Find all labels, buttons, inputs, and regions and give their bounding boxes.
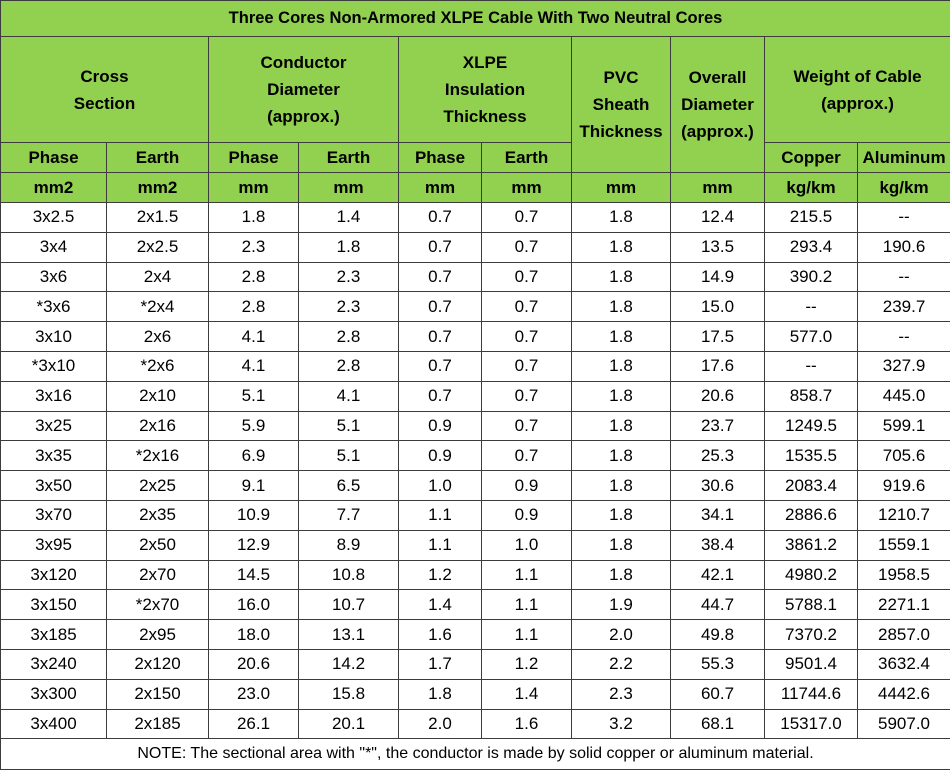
table-cell: 2083.4	[765, 471, 858, 501]
table-cell: 2271.1	[858, 590, 950, 620]
table-cell: 327.9	[858, 351, 950, 381]
table-row	[1, 381, 950, 411]
table-cell: --	[765, 351, 858, 381]
table-cell: 3x95	[1, 530, 107, 560]
table-cell: 3x400	[1, 709, 107, 739]
table-row	[1, 679, 950, 709]
table-cell: 20.6	[209, 649, 299, 679]
table-cell: 20.6	[671, 381, 765, 411]
table-cell: 3x35	[1, 441, 107, 471]
table-cell: 390.2	[765, 262, 858, 292]
table-cell: 3x70	[1, 500, 107, 530]
table-row	[1, 351, 950, 381]
table-cell: 5907.0	[858, 709, 950, 739]
table-cell: 1.8	[572, 530, 671, 560]
table-cell: 1.8	[572, 292, 671, 322]
table-cell: 2857.0	[858, 620, 950, 650]
table-cell: 3x185	[1, 620, 107, 650]
table-cell: *2x6	[107, 351, 209, 381]
unit-pvc: mm	[572, 173, 671, 203]
header-xlpe-insulation: XLPE Insulation Thickness	[399, 37, 572, 143]
table-cell: 4.1	[209, 351, 299, 381]
table-cell: 14.9	[671, 262, 765, 292]
header-ins-phase: Phase	[399, 143, 482, 173]
table-cell: 14.5	[209, 560, 299, 590]
unit-cond-earth: mm	[299, 173, 399, 203]
table-cell: 2x150	[107, 679, 209, 709]
header-overall-diameter: Overall Diameter (approx.)	[671, 37, 765, 173]
table-cell: 10.9	[209, 500, 299, 530]
table-body	[1, 203, 950, 739]
table-cell: 1.8	[572, 322, 671, 352]
table-cell: 1.8	[572, 381, 671, 411]
table-cell: --	[858, 203, 950, 233]
unit-cond-phase: mm	[209, 173, 299, 203]
table-row	[1, 203, 950, 233]
table-cell: 1559.1	[858, 530, 950, 560]
table-cell: 2x1.5	[107, 203, 209, 233]
table-cell: 3x150	[1, 590, 107, 620]
table-cell: 1.6	[482, 709, 572, 739]
table-cell: 2x50	[107, 530, 209, 560]
table-row	[1, 441, 950, 471]
table-cell: 12.4	[671, 203, 765, 233]
table-cell: 0.7	[399, 262, 482, 292]
table-cell: 1.8	[572, 500, 671, 530]
table-cell: 0.9	[482, 500, 572, 530]
unit-cross-earth: mm2	[107, 173, 209, 203]
table-cell: 0.7	[482, 262, 572, 292]
table-cell: 5.1	[299, 411, 399, 441]
unit-ins-earth: mm	[482, 173, 572, 203]
table-cell: 2.3	[299, 292, 399, 322]
table-cell: 3x50	[1, 471, 107, 501]
table-cell: 38.4	[671, 530, 765, 560]
table-cell: 2x35	[107, 500, 209, 530]
table-row	[1, 232, 950, 262]
table-cell: 34.1	[671, 500, 765, 530]
table-cell: 2.3	[209, 232, 299, 262]
table-cell: 18.0	[209, 620, 299, 650]
table-cell: 60.7	[671, 679, 765, 709]
table-cell: 2x10	[107, 381, 209, 411]
table-cell: 1.8	[399, 679, 482, 709]
table-title: Three Cores Non-Armored XLPE Cable With Two Neutral Cores	[1, 1, 950, 37]
table-cell: 4.1	[209, 322, 299, 352]
table-cell: 293.4	[765, 232, 858, 262]
table-cell: 0.9	[399, 411, 482, 441]
table-cell: 0.7	[399, 322, 482, 352]
table-cell: 3.2	[572, 709, 671, 739]
table-cell: 16.0	[209, 590, 299, 620]
header-conductor-diameter: Conductor Diameter (approx.)	[209, 37, 399, 143]
table-cell: *3x6	[1, 292, 107, 322]
table-cell: 1.0	[399, 471, 482, 501]
table-cell: 1.1	[482, 560, 572, 590]
table-row	[1, 262, 950, 292]
table-cell: 1.8	[209, 203, 299, 233]
table-row	[1, 411, 950, 441]
table-cell: 4442.6	[858, 679, 950, 709]
table-cell: 5.1	[299, 441, 399, 471]
table-cell: 2.3	[572, 679, 671, 709]
table-cell: 1.8	[572, 411, 671, 441]
table-cell: 3x10	[1, 322, 107, 352]
table-cell: 1.8	[572, 441, 671, 471]
table-cell: 1249.5	[765, 411, 858, 441]
table-row	[1, 471, 950, 501]
table-cell: --	[858, 262, 950, 292]
table-cell: 0.7	[399, 292, 482, 322]
table-cell: 14.2	[299, 649, 399, 679]
table-cell: 919.6	[858, 471, 950, 501]
table-cell: 7370.2	[765, 620, 858, 650]
table-cell: 13.1	[299, 620, 399, 650]
header-cross-phase: Phase	[1, 143, 107, 173]
table-cell: 0.7	[399, 381, 482, 411]
table-cell: 1.8	[572, 560, 671, 590]
table-cell: --	[858, 322, 950, 352]
table-cell: 17.6	[671, 351, 765, 381]
table-cell: 7.7	[299, 500, 399, 530]
table-cell: 2.8	[299, 322, 399, 352]
table-cell: 1.2	[399, 560, 482, 590]
table-cell: 23.0	[209, 679, 299, 709]
unit-copper: kg/km	[765, 173, 858, 203]
table-cell: *3x10	[1, 351, 107, 381]
table-cell: 20.1	[299, 709, 399, 739]
table-row	[1, 709, 950, 739]
table-cell: *2x16	[107, 441, 209, 471]
table-cell: 1.2	[482, 649, 572, 679]
table-cell: 1.0	[482, 530, 572, 560]
unit-overall: mm	[671, 173, 765, 203]
table-cell: 1210.7	[858, 500, 950, 530]
table-row	[1, 560, 950, 590]
table-cell: 1.8	[572, 203, 671, 233]
table-cell: 9.1	[209, 471, 299, 501]
table-cell: 2x25	[107, 471, 209, 501]
table-row	[1, 322, 950, 352]
table-cell: 1.8	[572, 232, 671, 262]
table-cell: 1.1	[399, 500, 482, 530]
table-cell: 0.7	[399, 351, 482, 381]
table-cell: 3x300	[1, 679, 107, 709]
table-cell: 2.8	[209, 262, 299, 292]
table-cell: 17.5	[671, 322, 765, 352]
table-cell: 15.0	[671, 292, 765, 322]
table-cell: 25.3	[671, 441, 765, 471]
table-cell: 577.0	[765, 322, 858, 352]
table-cell: 4980.2	[765, 560, 858, 590]
table-cell: 215.5	[765, 203, 858, 233]
table-cell: 2x16	[107, 411, 209, 441]
table-cell: 2.8	[209, 292, 299, 322]
table-cell: 0.9	[399, 441, 482, 471]
header-pvc-sheath: PVC Sheath Thickness	[572, 37, 671, 173]
table-cell: 3632.4	[858, 649, 950, 679]
table-cell: 1.7	[399, 649, 482, 679]
table-cell: 2.8	[299, 351, 399, 381]
table-cell: 3x2.5	[1, 203, 107, 233]
table-cell: 12.9	[209, 530, 299, 560]
table-cell: 1.8	[572, 262, 671, 292]
table-cell: 3x6	[1, 262, 107, 292]
header-cross-section: Cross Section	[1, 37, 209, 143]
table-cell: 599.1	[858, 411, 950, 441]
table-cell: 2x6	[107, 322, 209, 352]
table-cell: 55.3	[671, 649, 765, 679]
table-cell: 1.6	[399, 620, 482, 650]
table-cell: 2886.6	[765, 500, 858, 530]
table-cell: 0.7	[482, 441, 572, 471]
table-cell: 705.6	[858, 441, 950, 471]
table-row	[1, 530, 950, 560]
table-cell: 42.1	[671, 560, 765, 590]
table-cell: 15.8	[299, 679, 399, 709]
table-cell: 10.8	[299, 560, 399, 590]
header-cond-phase: Phase	[209, 143, 299, 173]
table-cell: 0.9	[482, 471, 572, 501]
table-cell: 1.8	[572, 471, 671, 501]
table-cell: --	[765, 292, 858, 322]
table-cell: 6.9	[209, 441, 299, 471]
table-cell: 0.7	[482, 322, 572, 352]
table-cell: 2x120	[107, 649, 209, 679]
table-cell: 3x240	[1, 649, 107, 679]
table-cell: 1.4	[399, 590, 482, 620]
table-cell: 2x95	[107, 620, 209, 650]
table-cell: 11744.6	[765, 679, 858, 709]
table-cell: 2x4	[107, 262, 209, 292]
table-cell: 1.1	[482, 590, 572, 620]
table-cell: 3x16	[1, 381, 107, 411]
table-cell: 0.7	[482, 351, 572, 381]
table-cell: 1535.5	[765, 441, 858, 471]
table-cell: 44.7	[671, 590, 765, 620]
table-cell: 239.7	[858, 292, 950, 322]
table-row	[1, 292, 950, 322]
table-cell: *2x70	[107, 590, 209, 620]
unit-cross-phase: mm2	[1, 173, 107, 203]
table-cell: 2.0	[399, 709, 482, 739]
table-cell: 1.4	[299, 203, 399, 233]
table-cell: 1.9	[572, 590, 671, 620]
table-cell: 3x120	[1, 560, 107, 590]
table-cell: 3861.2	[765, 530, 858, 560]
table-cell: 13.5	[671, 232, 765, 262]
header-weight: Weight of Cable (approx.)	[765, 37, 950, 143]
table-cell: 5.9	[209, 411, 299, 441]
table-cell: *2x4	[107, 292, 209, 322]
table-cell: 6.5	[299, 471, 399, 501]
table-cell: 1.1	[482, 620, 572, 650]
table-cell: 10.7	[299, 590, 399, 620]
table-cell: 0.7	[482, 411, 572, 441]
table-cell: 5788.1	[765, 590, 858, 620]
table-cell: 3x4	[1, 232, 107, 262]
table-cell: 26.1	[209, 709, 299, 739]
table-cell: 5.1	[209, 381, 299, 411]
table-cell: 15317.0	[765, 709, 858, 739]
table-cell: 1.8	[299, 232, 399, 262]
table-cell: 2.2	[572, 649, 671, 679]
header-aluminum: Aluminum	[858, 143, 950, 173]
table-cell: 4.1	[299, 381, 399, 411]
table-cell: 445.0	[858, 381, 950, 411]
header-copper: Copper	[765, 143, 858, 173]
table-cell: 0.7	[482, 381, 572, 411]
table-cell: 2x185	[107, 709, 209, 739]
table-cell: 0.7	[482, 292, 572, 322]
table-row	[1, 649, 950, 679]
table-cell: 2x70	[107, 560, 209, 590]
table-row	[1, 590, 950, 620]
table-row	[1, 500, 950, 530]
table-cell: 8.9	[299, 530, 399, 560]
table-cell: 1.1	[399, 530, 482, 560]
header-ins-earth: Earth	[482, 143, 572, 173]
table-cell: 1.8	[572, 351, 671, 381]
table-cell: 0.7	[482, 203, 572, 233]
table-cell: 49.8	[671, 620, 765, 650]
table-cell: 0.7	[399, 232, 482, 262]
table-cell: 858.7	[765, 381, 858, 411]
unit-aluminum: kg/km	[858, 173, 950, 203]
header-cross-earth: Earth	[107, 143, 209, 173]
unit-ins-phase: mm	[399, 173, 482, 203]
table-cell: 9501.4	[765, 649, 858, 679]
table-cell: 0.7	[482, 232, 572, 262]
table-cell: 190.6	[858, 232, 950, 262]
table-cell: 68.1	[671, 709, 765, 739]
table-note: NOTE: The sectional area with "*", the conductor is made by solid copper or aluminum material.	[1, 739, 950, 770]
table-cell: 23.7	[671, 411, 765, 441]
table-cell: 30.6	[671, 471, 765, 501]
table-cell: 0.7	[399, 203, 482, 233]
table-cell: 1958.5	[858, 560, 950, 590]
table-cell: 2.0	[572, 620, 671, 650]
table-cell: 2x2.5	[107, 232, 209, 262]
header-cond-earth: Earth	[299, 143, 399, 173]
table-cell: 1.4	[482, 679, 572, 709]
table-cell: 2.3	[299, 262, 399, 292]
table-row	[1, 620, 950, 650]
table-cell: 3x25	[1, 411, 107, 441]
